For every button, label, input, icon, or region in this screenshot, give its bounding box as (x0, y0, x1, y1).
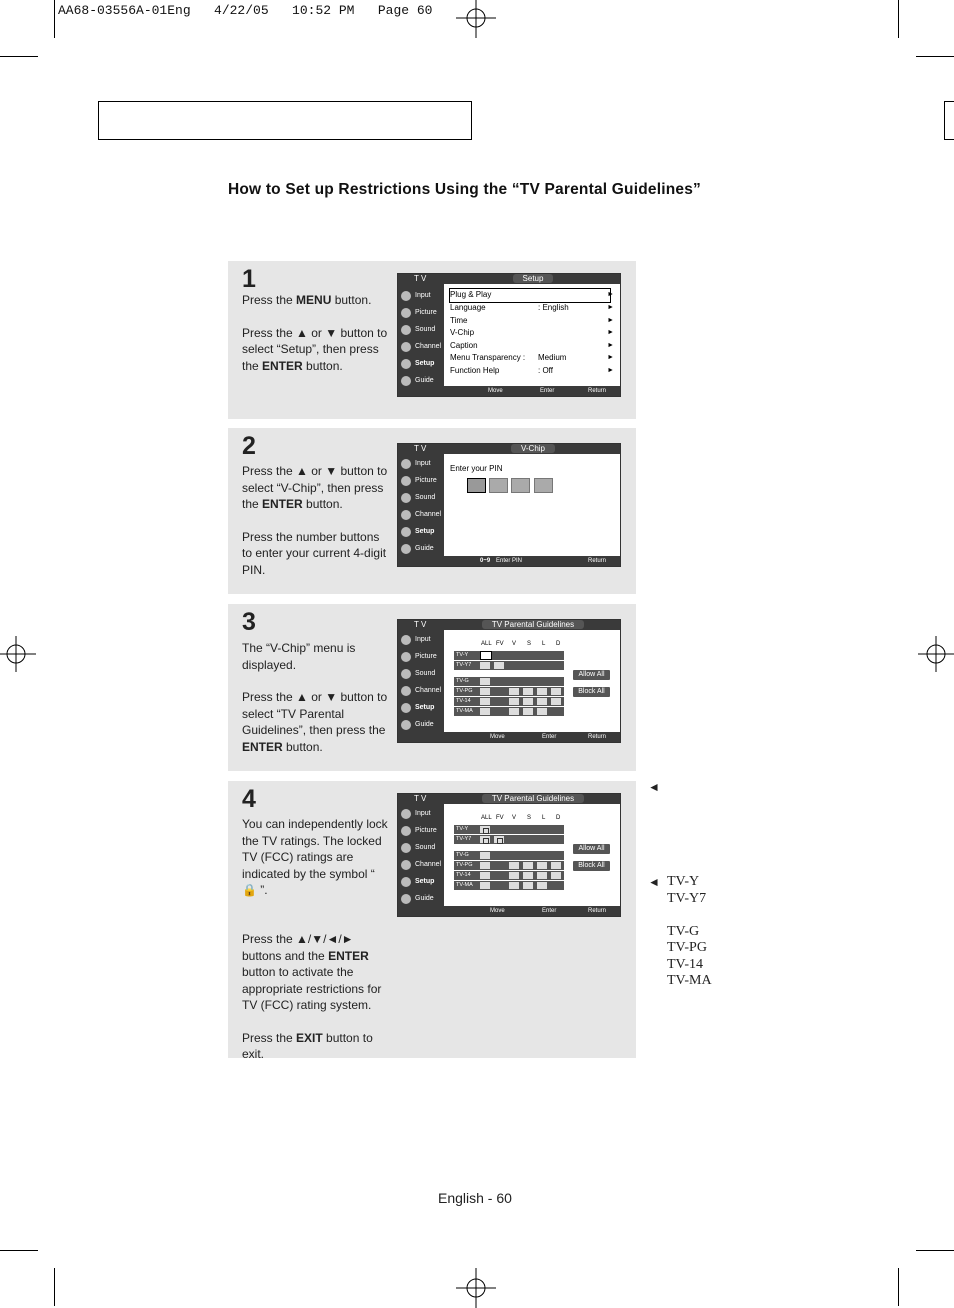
rating-cell[interactable] (480, 708, 490, 715)
table-row: TV-PG (454, 687, 564, 696)
guide-icon (401, 544, 411, 554)
crop-mark (54, 1268, 55, 1306)
registration-mark-icon (456, 0, 496, 40)
menu-item-vchip[interactable]: V-Chip ► (450, 328, 614, 337)
step-2-text: Press the ▲ or ▼ button to select “V-Chip”, then press the ENTER button. Press the number buttons to enter your current 4-digit PIN. (242, 464, 388, 577)
pin-digit-field[interactable] (511, 478, 530, 493)
registration-mark-icon (456, 1268, 496, 1308)
crop-mark (898, 1268, 899, 1306)
rating-cell[interactable] (509, 688, 519, 695)
input-icon (401, 809, 411, 819)
sidebar-item-setup[interactable]: Setup (399, 524, 443, 540)
page-heading: How to Set up Restrictions Using the “TV Parental Guidelines” (228, 181, 701, 198)
rating-cell[interactable] (480, 662, 490, 669)
list-item: TV-PG (667, 940, 707, 955)
sound-icon (401, 669, 411, 679)
sidebar-item-guide[interactable]: Guide (399, 541, 443, 557)
screen-footer: 0~9 Enter PIN Return (398, 556, 620, 566)
crop-mark (916, 56, 954, 57)
crop-mark (0, 1250, 38, 1251)
sidebar-item-setup[interactable]: Setup (399, 700, 443, 716)
grid-header: D (556, 641, 561, 647)
table-row: TV-G (454, 851, 564, 860)
input-icon (401, 635, 411, 645)
grid-header: ALL (481, 815, 492, 821)
sidebar-item-channel[interactable]: Channel (399, 857, 443, 873)
sound-icon (401, 325, 411, 335)
step-3-panel (228, 604, 636, 771)
section-tab (944, 101, 954, 140)
rating-cell[interactable] (537, 698, 547, 705)
block-all-button[interactable]: Block All (573, 861, 610, 871)
sidebar-item-channel[interactable]: Channel (399, 339, 443, 355)
grid-header: ALL (481, 641, 492, 647)
registration-mark-icon (914, 634, 954, 674)
step-2-panel (228, 428, 636, 594)
rating-cell[interactable] (537, 872, 547, 879)
rating-cell[interactable] (480, 651, 492, 660)
table-row: TV-14 (454, 871, 564, 880)
sidebar-item-sound[interactable]: Sound (399, 840, 443, 856)
step-4-panel (228, 781, 636, 1061)
crop-mark (0, 56, 38, 57)
list-item: TV-MA (667, 973, 712, 988)
lock-icon[interactable] (494, 836, 504, 843)
sidebar-item-guide[interactable]: Guide (399, 891, 443, 907)
guide-icon (401, 376, 411, 386)
step-number: 1 (242, 265, 256, 293)
rating-cell[interactable] (480, 882, 490, 889)
sidebar-item-sound[interactable]: Sound (399, 490, 443, 506)
print-slug: AA68-03556A-01Eng 4/22/05 10:52 PM Page 60 (58, 3, 433, 18)
rating-cell[interactable] (537, 708, 547, 715)
grid-header: V (512, 815, 517, 821)
list-item: TV-G (667, 923, 700, 939)
rating-cell[interactable] (494, 662, 504, 669)
guide-icon (401, 894, 411, 904)
table-row: TV-G (454, 677, 564, 686)
pin-digit-field[interactable] (489, 478, 508, 493)
rating-cell[interactable] (509, 698, 519, 705)
sidebar-item-input[interactable]: Input (399, 806, 443, 822)
grid-header: FV (496, 641, 504, 647)
sidebar-item-sound[interactable]: Sound (399, 666, 443, 682)
lock-icon[interactable] (480, 836, 490, 843)
step-1-text: Press the MENU button. Press the ▲ or ▼ button to select “Setup”, then press the ENTER button. (242, 293, 388, 373)
screen-footer: Move Enter Return (398, 386, 620, 396)
rating-cell[interactable] (523, 872, 533, 879)
crop-mark (916, 1250, 954, 1251)
menu-item-transparency[interactable]: Menu Transparency : Medium ► (450, 353, 614, 362)
guide-icon (401, 720, 411, 730)
table-row: TV-PG (454, 861, 564, 870)
rating-cell[interactable] (509, 872, 519, 879)
menu-item-function-help[interactable]: Function Help : Off ► (450, 366, 614, 375)
step-4-text: You can independently lock the TV ratings. The locked TV (FCC) ratings are indicated by the symbol “ 🔒 ”. (242, 817, 388, 897)
menu-item-caption[interactable]: Caption ► (450, 341, 614, 350)
rating-list (667, 874, 712, 990)
menu-item-plug-play[interactable]: Plug & Play ► (450, 289, 610, 302)
sidebar-item-sound[interactable]: Sound (399, 322, 443, 338)
rating-cell[interactable] (537, 862, 547, 869)
lock-icon[interactable] (480, 826, 490, 833)
grid-header: L (542, 641, 546, 647)
sidebar-item-input[interactable]: Input (399, 456, 443, 472)
rating-cell[interactable] (523, 882, 533, 889)
grid-header: S (527, 641, 532, 647)
vchip-pin-screen (397, 443, 621, 567)
setup-icon (401, 527, 411, 537)
sidebar-item-channel[interactable]: Channel (399, 507, 443, 523)
sidebar-item-setup[interactable]: Setup (399, 356, 443, 372)
crop-mark (54, 0, 55, 38)
rating-cell[interactable] (509, 882, 519, 889)
channel-icon (401, 342, 411, 352)
screen-footer: Move Enter Return (398, 906, 620, 916)
table-row: TV-Y7 (454, 661, 564, 670)
table-row: TV-Y7 (454, 835, 564, 844)
crop-mark (898, 0, 899, 38)
rating-cell[interactable] (523, 708, 533, 715)
sidebar-item-picture[interactable]: Picture (399, 649, 443, 665)
setup-icon (401, 877, 411, 887)
rating-cell[interactable] (523, 862, 533, 869)
rating-cell[interactable] (537, 688, 547, 695)
rating-cell[interactable] (480, 678, 490, 685)
rating-cell[interactable] (537, 882, 547, 889)
table-row: TV-Y (454, 651, 564, 660)
step-number: 4 (242, 785, 256, 813)
rating-cell[interactable] (509, 708, 519, 715)
menu-item-language[interactable]: Language : English ► (450, 303, 614, 312)
sound-icon (401, 493, 411, 503)
page-footer: English - 60 (438, 1190, 512, 1206)
table-row: TV-Y (454, 825, 564, 834)
channel-icon (401, 686, 411, 696)
screen-title-bar: T V V-Chip (398, 444, 620, 454)
rating-cell[interactable] (551, 698, 561, 705)
parental-guidelines-locked-screen (397, 793, 621, 917)
channel-icon (401, 860, 411, 870)
rating-cell[interactable] (551, 872, 561, 879)
parental-guidelines-screen (397, 619, 621, 743)
sidebar-item-guide[interactable]: Guide (399, 373, 443, 389)
step-number: 3 (242, 608, 256, 636)
input-icon (401, 459, 411, 469)
step-3-text: The “V-Chip” menu is displayed. Press the ▲ or ▼ button to select “TV Parental Guidelines”, then press the ENTER button. (242, 641, 388, 754)
rating-cell[interactable] (523, 688, 533, 695)
menu-sidebar (398, 284, 444, 386)
pin-digit-field[interactable] (467, 478, 486, 493)
rating-cell[interactable] (480, 688, 490, 695)
menu-item-time[interactable]: Time ► (450, 316, 614, 325)
sidebar-item-picture[interactable]: Picture (399, 473, 443, 489)
grid-header: D (556, 815, 561, 821)
side-arrow: ◄ (648, 875, 660, 889)
allow-all-button[interactable]: Allow All (573, 670, 610, 680)
setup-icon (401, 703, 411, 713)
list-item: TV-14 (667, 956, 704, 972)
rating-cell[interactable] (509, 862, 519, 869)
picture-icon (401, 652, 411, 662)
channel-icon (401, 510, 411, 520)
pin-prompt: Enter your PIN (450, 464, 503, 473)
setup-menu-screen (397, 273, 621, 397)
rating-cell[interactable] (480, 862, 490, 869)
list-item: TV-Y7 (667, 890, 707, 906)
title-box (98, 101, 472, 140)
input-icon (401, 291, 411, 301)
screen-footer: Move Enter Return (398, 732, 620, 742)
grid-header: V (512, 641, 517, 647)
screen-title-bar: T V TV Parental Guidelines (398, 794, 620, 804)
list-item: TV-Y (667, 874, 700, 889)
setup-icon (401, 359, 411, 369)
screen-title-bar: T V TV Parental Guidelines (398, 620, 620, 630)
step-4-instructions: Press the ▲/▼/◄/► buttons and the ENTER button to activate the appropriate restrictions for TV (FCC) rating system. Press the EXIT button to exit. (242, 932, 382, 1061)
grid-header: L (542, 815, 546, 821)
step-1-panel (228, 261, 636, 419)
sidebar-item-picture[interactable]: Picture (399, 823, 443, 839)
registration-mark-icon (0, 634, 40, 674)
table-row: TV-MA (454, 881, 564, 890)
side-arrow: ◄ (648, 780, 660, 794)
rating-cell[interactable] (551, 688, 561, 695)
menu-sidebar (398, 454, 444, 556)
screen-title-bar: T V Setup (398, 274, 620, 284)
table-row: TV-MA (454, 707, 564, 716)
sidebar-item-setup[interactable]: Setup (399, 874, 443, 890)
sidebar-item-input[interactable]: Input (399, 632, 443, 648)
grid-header: S (527, 815, 532, 821)
allow-all-button[interactable]: Allow All (573, 844, 610, 854)
pin-digit-field[interactable] (534, 478, 553, 493)
picture-icon (401, 826, 411, 836)
rating-cell[interactable] (480, 698, 490, 705)
table-row: TV-14 (454, 697, 564, 706)
picture-icon (401, 476, 411, 486)
block-all-button[interactable]: Block All (573, 687, 610, 697)
menu-sidebar (398, 804, 444, 906)
step-number: 2 (242, 432, 256, 460)
picture-icon (401, 308, 411, 318)
rating-cell[interactable] (551, 862, 561, 869)
rating-cell[interactable] (480, 852, 490, 859)
rating-cell[interactable] (480, 872, 490, 879)
grid-header: FV (496, 815, 504, 821)
sidebar-item-picture[interactable]: Picture (399, 305, 443, 321)
sidebar-item-input[interactable]: Input (399, 288, 443, 304)
menu-sidebar (398, 630, 444, 732)
rating-cell[interactable] (523, 698, 533, 705)
sidebar-item-channel[interactable]: Channel (399, 683, 443, 699)
sound-icon (401, 843, 411, 853)
sidebar-item-guide[interactable]: Guide (399, 717, 443, 733)
